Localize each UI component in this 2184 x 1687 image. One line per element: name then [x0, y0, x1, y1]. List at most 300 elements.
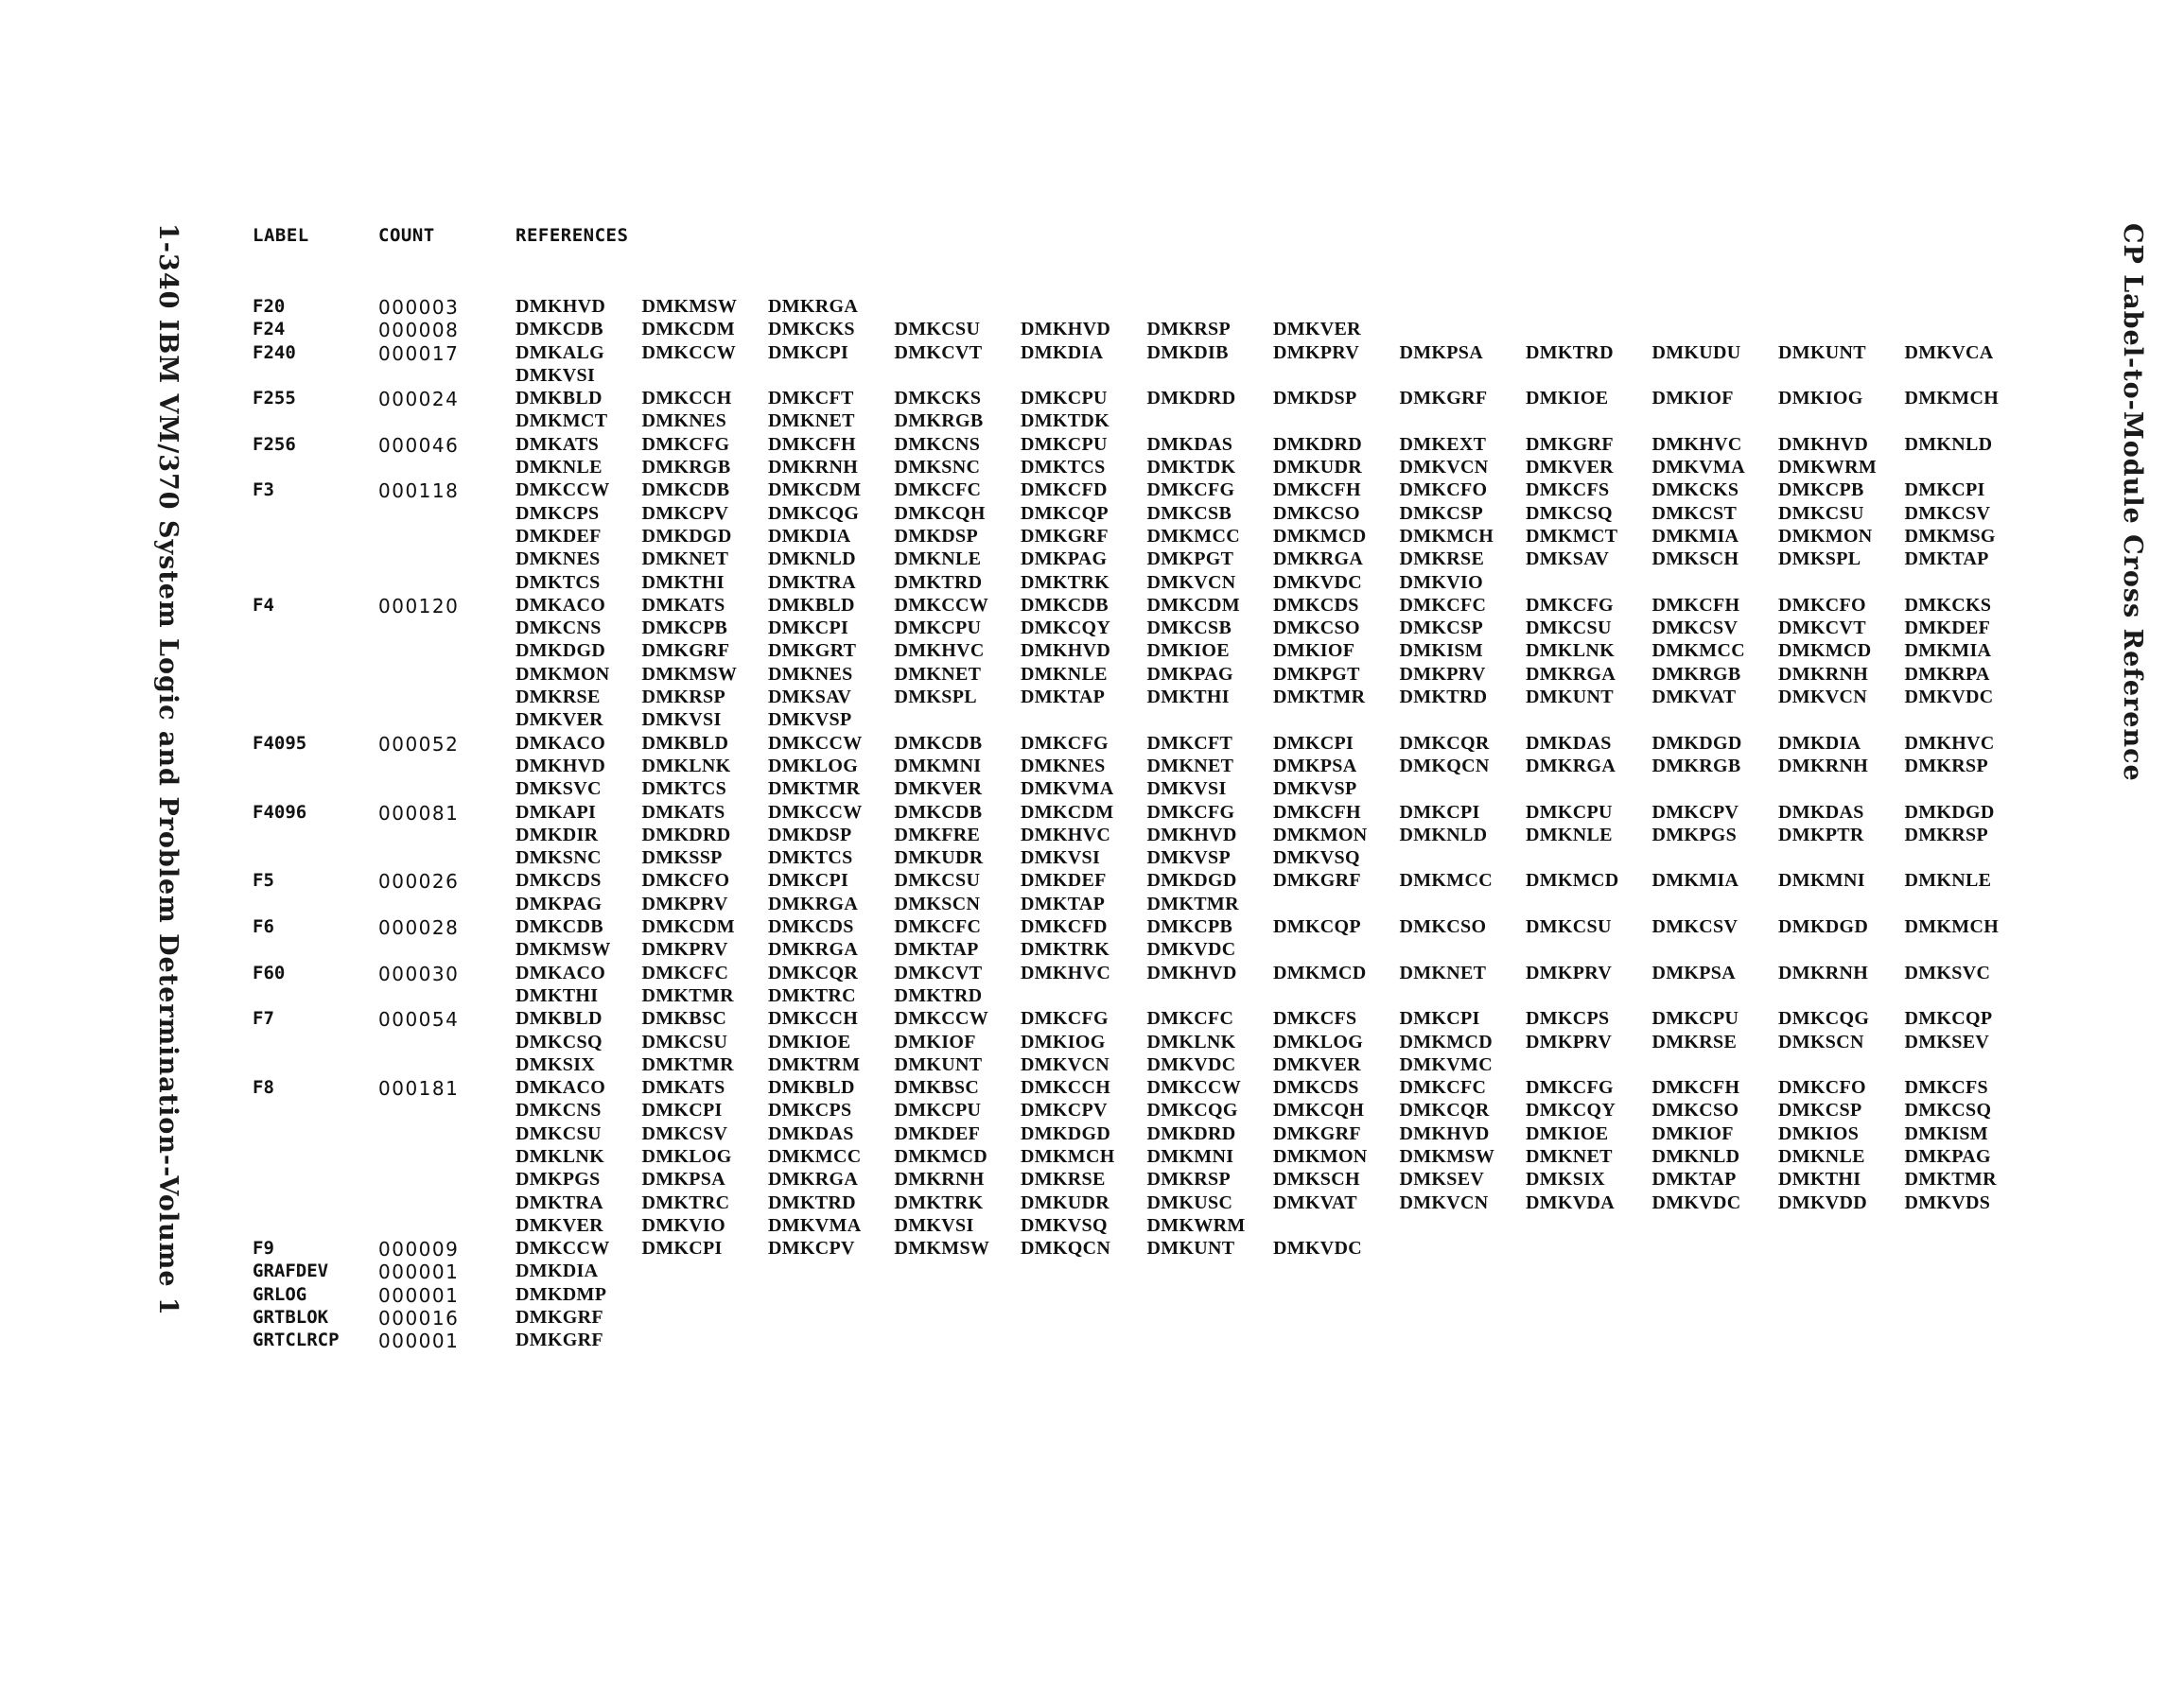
module-reference: DMKMIA	[1651, 870, 1739, 892]
module-reference: DMKAPI	[515, 801, 597, 823]
module-reference: DMKIOF	[1651, 388, 1734, 409]
table-row	[253, 1284, 2031, 1307]
module-reference: DMKNES	[515, 548, 601, 570]
module-reference: DMKDEF	[1904, 617, 1991, 639]
table-row	[253, 503, 2031, 526]
module-reference: DMKCSQ	[1526, 502, 1613, 524]
module-reference: DMKPAG	[515, 893, 603, 914]
table-row	[253, 939, 2031, 962]
references-cell	[515, 319, 1400, 340]
module-reference: DMKTCS	[641, 778, 727, 800]
module-reference: DMKCKS	[894, 388, 982, 409]
module-reference: DMKCDB	[1021, 594, 1109, 616]
module-reference: DMKTCS	[1021, 457, 1106, 478]
module-reference: DMKCCW	[641, 341, 737, 363]
references-cell	[515, 410, 1147, 432]
module-reference: DMKCFG	[1021, 1008, 1109, 1030]
label-cell: F255	[253, 388, 296, 409]
table-row	[253, 617, 2031, 640]
running-header-right: CP Label-to-Module Cross Reference	[2118, 223, 2147, 782]
module-reference: DMKDEF	[894, 1122, 981, 1144]
module-reference: DMKPGT	[1146, 548, 1234, 570]
count-cell: 000001	[378, 1283, 460, 1307]
table-row	[253, 733, 2031, 756]
module-reference: DMKCSV	[641, 1122, 728, 1144]
module-reference: DMKCDS	[515, 870, 602, 892]
module-reference: DMKVER	[1526, 457, 1614, 478]
references-cell	[515, 778, 1400, 800]
module-reference: DMKVER	[515, 1214, 603, 1236]
table-row	[253, 1330, 2031, 1352]
module-reference: DMKQCN	[1399, 755, 1490, 776]
table-row	[253, 319, 2031, 341]
module-reference: DMKNET	[641, 548, 729, 570]
table-row	[253, 1169, 2031, 1191]
module-reference: DMKRSE	[1021, 1169, 1106, 1191]
module-reference: DMKTRD	[768, 1191, 856, 1213]
module-reference: DMKTRK	[1021, 939, 1110, 961]
module-reference: DMKMCD	[1399, 1031, 1493, 1052]
module-reference: DMKTMR	[641, 984, 734, 1006]
module-reference: DMKVMA	[1021, 778, 1114, 800]
module-reference: DMKMCC	[1146, 525, 1240, 547]
count-cell: 000026	[378, 870, 460, 894]
module-reference: DMKSCN	[1778, 1031, 1864, 1052]
module-reference: DMKCFO	[1778, 1077, 1866, 1099]
module-reference: DMKDAS	[1146, 433, 1233, 455]
module-reference: DMKTRA	[515, 1191, 603, 1213]
module-reference: DMKCDM	[1146, 594, 1240, 616]
module-reference: DMKCFO	[1778, 594, 1866, 616]
module-reference: DMKCPV	[768, 1238, 855, 1260]
label-cell: F20	[253, 296, 286, 317]
module-reference: DMKSNC	[894, 457, 981, 478]
references-cell	[515, 1330, 642, 1351]
module-reference: DMKVSP	[1146, 847, 1231, 869]
module-reference: DMKDSP	[1273, 388, 1357, 409]
module-reference: DMKCSO	[1399, 916, 1487, 938]
running-header-left: 1-340 IBM VM/370 System Logic and Problem Determination--Volume 1	[153, 223, 183, 1316]
module-reference: DMKLOG	[768, 755, 859, 776]
module-reference: DMKTHI	[641, 571, 725, 593]
module-reference: DMKCFG	[1526, 594, 1614, 616]
count-cell: 000030	[378, 962, 460, 985]
table-row	[253, 640, 2031, 663]
module-reference: DMKGRF	[515, 1330, 603, 1351]
module-reference: DMKUNT	[1146, 1238, 1235, 1260]
module-reference: DMKCFG	[1526, 1077, 1614, 1099]
module-reference: DMKFRE	[894, 824, 981, 845]
module-reference: DMKDIA	[1778, 732, 1861, 754]
module-reference: DMKMIA	[1904, 640, 1992, 662]
module-reference: DMKTMR	[1146, 893, 1239, 914]
module-reference: DMKHVC	[1651, 433, 1742, 455]
module-reference: DMKGRF	[515, 1307, 603, 1329]
module-reference: DMKPRV	[1526, 1031, 1613, 1052]
module-reference: DMKCFC	[1399, 1077, 1487, 1099]
module-reference: DMKCPI	[1399, 801, 1480, 823]
module-reference: DMKSIX	[515, 1053, 596, 1075]
module-reference: DMKMCD	[1273, 962, 1367, 983]
module-reference: DMKDIA	[1021, 341, 1104, 363]
module-reference: DMKPSA	[1399, 341, 1483, 363]
module-reference: DMKVIO	[1399, 571, 1483, 593]
module-reference: DMKCPB	[641, 617, 728, 639]
module-reference: DMKRSE	[515, 687, 601, 708]
module-reference: DMKMCH	[1021, 1145, 1115, 1167]
module-reference: DMKIOF	[1273, 640, 1355, 662]
module-reference: DMKMON	[1273, 1145, 1368, 1167]
module-reference: DMKSIX	[1526, 1169, 1606, 1191]
module-reference: DMKDSP	[894, 525, 978, 547]
module-reference: DMKMNI	[1778, 870, 1865, 892]
module-reference: DMKTMR	[1273, 687, 1366, 708]
module-reference: DMKCDB	[894, 801, 983, 823]
module-reference: DMKRNH	[768, 457, 859, 478]
module-reference: DMKIOE	[1526, 388, 1609, 409]
module-reference: DMKRSP	[1146, 319, 1231, 340]
module-reference: DMKTMR	[768, 778, 861, 800]
module-reference: DMKUDR	[894, 847, 984, 869]
module-reference: DMKCSU	[1778, 502, 1864, 524]
module-reference: DMKCDS	[1273, 594, 1359, 616]
references-cell	[515, 365, 642, 387]
module-reference: DMKVCN	[1778, 687, 1868, 708]
module-reference: DMKVCN	[1399, 1191, 1489, 1213]
module-reference: DMKCFT	[768, 388, 854, 409]
module-reference: DMKPSA	[641, 1169, 725, 1191]
module-reference: DMKTRD	[1399, 687, 1488, 708]
module-reference: DMKCPI	[1273, 732, 1354, 754]
module-reference: DMKTRA	[768, 571, 856, 593]
module-reference: DMKCSP	[1778, 1100, 1862, 1122]
module-reference: DMKCSO	[1273, 502, 1360, 524]
module-reference: DMKRSP	[1146, 1169, 1231, 1191]
module-reference: DMKVSP	[1273, 778, 1357, 800]
module-reference: DMKCPI	[768, 341, 849, 363]
module-reference: DMKCDM	[641, 916, 735, 938]
module-reference: DMKVMA	[1651, 457, 1745, 478]
table-row	[253, 1032, 2031, 1054]
module-reference: DMKCSV	[1651, 617, 1738, 639]
count-cell: 000003	[378, 296, 460, 319]
module-reference: DMKMSW	[641, 296, 738, 317]
table-row	[253, 410, 2031, 433]
module-reference: DMKTRD	[894, 984, 983, 1006]
references-cell	[515, 503, 2031, 525]
module-reference: DMKMCC	[1399, 870, 1493, 892]
label-cell: GRAFDEV	[253, 1261, 329, 1282]
module-reference: DMKPRV	[641, 893, 728, 914]
table-row	[253, 985, 2031, 1008]
table-row	[253, 687, 2031, 709]
module-reference: DMKMSW	[641, 663, 738, 685]
module-reference: DMKTHI	[1778, 1169, 1861, 1191]
module-reference: DMKIOF	[894, 1031, 976, 1052]
module-reference: DMKGRF	[1273, 870, 1361, 892]
references-cell	[515, 1307, 642, 1329]
module-reference: DMKUNT	[1526, 687, 1614, 708]
module-reference: DMKDGD	[515, 640, 606, 662]
module-reference: DMKPAG	[1904, 1145, 1991, 1167]
module-reference: DMKVSQ	[1021, 1214, 1108, 1236]
module-reference: DMKRGA	[768, 1169, 859, 1191]
module-reference: DMKVCN	[1146, 571, 1236, 593]
module-reference: DMKSEV	[1904, 1031, 1990, 1052]
references-cell	[515, 963, 2031, 984]
module-reference: DMKTMR	[1904, 1169, 1997, 1191]
module-reference: DMKHVD	[1021, 319, 1111, 340]
module-reference: DMKRGA	[1526, 663, 1616, 685]
table-row	[253, 756, 2031, 778]
table-row	[253, 1238, 2031, 1261]
module-reference: DMKIOE	[1526, 1122, 1609, 1144]
references-cell	[515, 1261, 642, 1282]
module-reference: DMKCQR	[1399, 1100, 1490, 1122]
module-reference: DMKCPB	[1778, 479, 1864, 501]
module-reference: DMKTRD	[1526, 341, 1614, 363]
references-cell	[515, 572, 1526, 594]
module-reference: DMKHVD	[1021, 640, 1111, 662]
module-reference: DMKCSU	[515, 1122, 602, 1144]
module-reference: DMKLNK	[641, 755, 731, 776]
module-reference: DMKDMP	[515, 1283, 607, 1305]
module-reference: DMKCPS	[1526, 1008, 1610, 1030]
references-cell	[515, 1284, 642, 1306]
module-reference: DMKVDC	[1146, 939, 1236, 961]
table-row	[253, 870, 2031, 893]
references-cell	[515, 1008, 2031, 1030]
module-reference: DMKCSV	[1904, 502, 1991, 524]
module-reference: DMKSAV	[1526, 548, 1610, 570]
label-cell: F3	[253, 479, 274, 501]
module-reference: DMKMSW	[1399, 1145, 1495, 1167]
label-cell: GRTBLOK	[253, 1307, 329, 1329]
module-reference: DMKSPL	[1778, 548, 1861, 570]
references-cell	[515, 479, 2031, 501]
module-reference: DMKGRF	[641, 640, 730, 662]
module-reference: DMKBSC	[641, 1008, 727, 1030]
module-reference: DMKCSP	[1399, 617, 1483, 639]
module-reference: DMKCNS	[515, 1100, 602, 1122]
label-cell: F240	[253, 341, 296, 363]
table-row	[253, 572, 2031, 595]
module-reference: DMKTHI	[515, 984, 599, 1006]
module-reference: DMKCFG	[1146, 479, 1235, 501]
table-row	[253, 1077, 2031, 1100]
module-reference: DMKRGB	[894, 410, 984, 432]
module-reference: DMKCKS	[768, 319, 855, 340]
module-reference: DMKMON	[1273, 824, 1368, 845]
module-reference: DMKCNS	[894, 433, 981, 455]
label-cell: F9	[253, 1238, 274, 1260]
references-cell	[515, 825, 2031, 846]
module-reference: DMKPAG	[1146, 663, 1233, 685]
references-cell	[515, 434, 2031, 456]
module-reference: DMKIOG	[1021, 1031, 1106, 1052]
references-cell	[515, 1146, 2031, 1168]
label-cell: F6	[253, 916, 274, 938]
module-reference: DMKMCC	[1651, 640, 1745, 662]
module-reference: DMKDIA	[768, 525, 851, 547]
module-reference: DMKPGT	[1273, 663, 1360, 685]
module-reference: DMKDGD	[1904, 801, 1995, 823]
module-reference: DMKSCH	[1651, 548, 1739, 570]
module-reference: DMKISM	[1399, 640, 1483, 662]
module-reference: DMKCCH	[768, 1008, 859, 1030]
module-reference: DMKCSB	[1146, 617, 1232, 639]
module-reference: DMKRSP	[641, 687, 725, 708]
module-reference: DMKCPU	[1651, 1008, 1739, 1030]
module-reference: DMKRNH	[1778, 663, 1869, 685]
module-reference: DMKRNH	[894, 1169, 985, 1191]
module-reference: DMKCPV	[1021, 1100, 1108, 1122]
module-reference: DMKCSO	[1651, 1100, 1739, 1122]
module-reference: DMKLOG	[1273, 1031, 1364, 1052]
table-row	[253, 457, 2031, 479]
module-reference: DMKDEF	[1021, 870, 1107, 892]
module-reference: DMKCPS	[515, 502, 600, 524]
module-reference: DMKSEV	[1399, 1169, 1485, 1191]
label-cell: F4096	[253, 801, 307, 823]
module-reference: DMKPSA	[1273, 755, 1357, 776]
module-reference: DMKDRD	[1146, 1122, 1236, 1144]
table-row	[253, 916, 2031, 939]
label-cell: F60	[253, 962, 286, 983]
module-reference: DMKVCN	[1021, 1053, 1110, 1075]
module-reference: DMKCFT	[1146, 732, 1233, 754]
module-reference: DMKGRF	[1399, 388, 1488, 409]
module-reference: DMKHVC	[1021, 962, 1111, 983]
module-reference: DMKCPI	[641, 1238, 723, 1260]
module-reference: DMKHVD	[515, 296, 606, 317]
module-reference: DMKDEF	[515, 525, 602, 547]
module-reference: DMKBLD	[641, 732, 729, 754]
module-reference: DMKCFG	[1021, 732, 1109, 754]
module-reference: DMKCPI	[641, 1100, 723, 1122]
module-reference: DMKIOF	[1651, 1122, 1734, 1144]
module-reference: DMKCSP	[1399, 502, 1483, 524]
module-reference: DMKHVD	[1778, 433, 1869, 455]
module-reference: DMKCSU	[1526, 916, 1612, 938]
module-reference: DMKBLD	[515, 388, 603, 409]
references-cell	[515, 548, 2031, 570]
module-reference: DMKIOS	[1778, 1122, 1860, 1144]
module-reference: DMKVER	[515, 709, 603, 731]
module-reference: DMKMCH	[1904, 388, 2000, 409]
module-reference: DMKCFS	[1904, 1077, 1988, 1099]
references-cell	[515, 756, 2031, 777]
module-reference: DMKVCA	[1904, 341, 1994, 363]
module-reference: DMKCDB	[641, 479, 730, 501]
module-reference: DMKCQP	[1904, 1008, 1993, 1030]
module-reference: DMKUNT	[1778, 341, 1866, 363]
module-reference: DMKALG	[515, 341, 605, 363]
module-reference: DMKPGS	[515, 1169, 601, 1191]
module-reference: DMKCFC	[1146, 1008, 1234, 1030]
module-reference: DMKVMA	[768, 1214, 862, 1236]
module-reference: DMKSCH	[1273, 1169, 1360, 1191]
module-reference: DMKDRD	[1273, 433, 1363, 455]
module-reference: DMKMSW	[515, 939, 611, 961]
module-reference: DMKVDS	[1904, 1191, 1991, 1213]
module-reference: DMKATS	[641, 801, 725, 823]
module-reference: DMKNLE	[1778, 1145, 1865, 1167]
module-reference: DMKCDM	[1021, 801, 1114, 823]
module-reference: DMKNET	[1146, 755, 1234, 776]
table-row	[253, 1146, 2031, 1169]
module-reference: DMKPTR	[1778, 824, 1864, 845]
module-reference: DMKTRC	[768, 984, 856, 1006]
module-reference: DMKHVC	[1904, 732, 1995, 754]
module-reference: DMKMCH	[1904, 916, 2000, 938]
module-reference: DMKMNI	[1146, 1145, 1234, 1167]
module-reference: DMKBSC	[894, 1077, 980, 1099]
module-reference: DMKVCN	[1399, 457, 1489, 478]
module-reference: DMKCFG	[1146, 801, 1235, 823]
module-reference: DMKRSE	[1651, 1031, 1738, 1052]
table-row	[253, 1100, 2031, 1122]
references-cell	[515, 1100, 2031, 1122]
count-cell: 000001	[378, 1330, 460, 1353]
module-reference: DMKMCD	[1526, 870, 1619, 892]
module-reference: DMKNLE	[894, 548, 982, 570]
table-row	[253, 388, 2031, 410]
module-reference: DMKPRV	[1273, 341, 1360, 363]
table-row	[253, 802, 2031, 825]
module-reference: DMKGRF	[1526, 433, 1614, 455]
module-reference: DMKCFC	[1399, 594, 1487, 616]
module-reference: DMKCQG	[1778, 1008, 1870, 1030]
module-reference: DMKCFH	[1651, 1077, 1740, 1099]
count-cell: 000001	[378, 1261, 460, 1284]
table-row	[253, 365, 2031, 388]
module-reference: DMKVIO	[641, 1214, 725, 1236]
module-reference: DMKVDD	[1778, 1191, 1868, 1213]
module-reference: DMKCPV	[641, 502, 729, 524]
module-reference: DMKHVD	[1146, 962, 1237, 983]
module-reference: DMKPGS	[1651, 824, 1738, 845]
module-reference: DMKDIR	[515, 824, 599, 845]
module-reference: DMKCPB	[1146, 916, 1233, 938]
references-cell	[515, 733, 2031, 755]
module-reference: DMKLNK	[515, 1145, 605, 1167]
references-cell	[515, 664, 2031, 686]
module-reference: DMKCFH	[1273, 801, 1361, 823]
module-reference: DMKCFD	[1021, 916, 1108, 938]
module-reference: DMKEXT	[1399, 433, 1487, 455]
module-reference: DMKVSI	[515, 364, 596, 386]
module-reference: DMKDSP	[768, 824, 852, 845]
module-reference: DMKCPU	[1526, 801, 1613, 823]
module-reference: DMKMCH	[1399, 525, 1494, 547]
module-reference: DMKCCW	[768, 732, 863, 754]
references-cell	[515, 870, 2031, 892]
module-reference: DMKNLE	[1021, 663, 1108, 685]
module-reference: DMKTAP	[1651, 1169, 1737, 1191]
count-cell: 000054	[378, 1008, 460, 1032]
module-reference: DMKDGD	[1021, 1122, 1111, 1144]
module-reference: DMKVDC	[1651, 1191, 1741, 1213]
module-reference: DMKDIB	[1146, 341, 1229, 363]
module-reference: DMKCPV	[1651, 801, 1739, 823]
references-cell	[515, 1032, 2031, 1053]
module-reference: DMKRGA	[1526, 755, 1616, 776]
module-reference: DMKCFS	[1526, 479, 1610, 501]
module-reference: DMKCPI	[1399, 1008, 1480, 1030]
table-row	[253, 894, 2031, 916]
module-reference: DMKMCD	[1778, 640, 1872, 662]
